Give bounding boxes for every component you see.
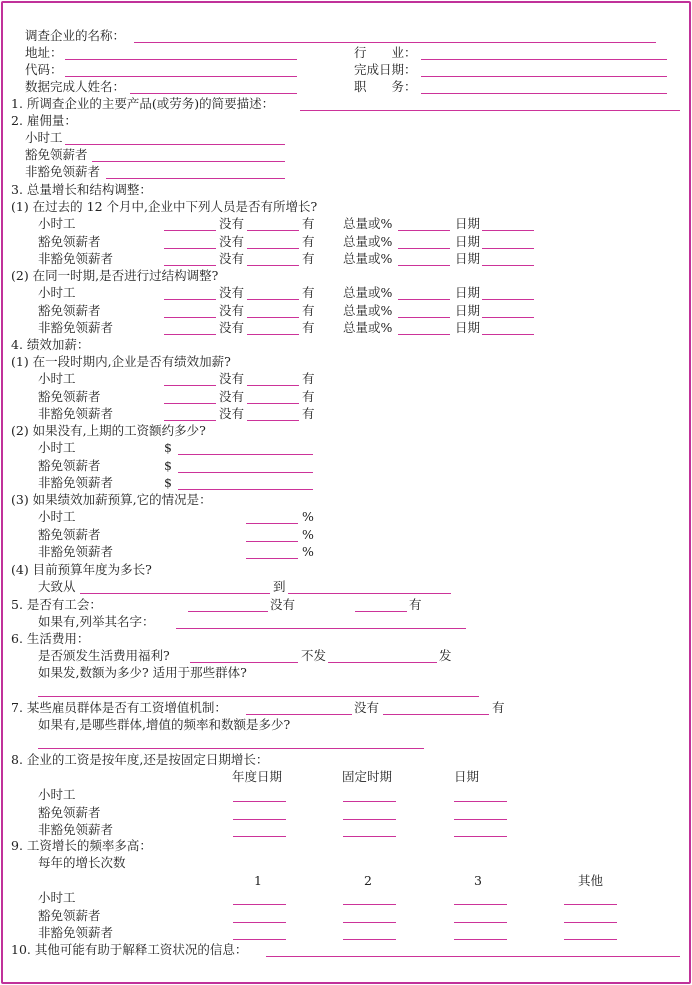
- q4-amount-field[interactable]: [178, 454, 313, 455]
- q5-yes-field[interactable]: [355, 611, 407, 612]
- q4-merit-no-field[interactable]: [164, 403, 216, 404]
- q9-title: 9. 工资增长的频率多高：: [11, 838, 152, 853]
- q10-title: 10. 其他可能有助于解释工资状况的信息：: [11, 942, 248, 957]
- q3-growth-date-label: 日期: [455, 233, 481, 249]
- q3-restructure-date-label: 日期: [455, 320, 481, 335]
- q4-to-field[interactable]: [288, 593, 451, 594]
- q6-followup: 如果发,数额为多少? 适用于那些群体?: [38, 665, 247, 680]
- industry-field[interactable]: [421, 59, 667, 60]
- q9-freq2-field[interactable]: [343, 922, 396, 923]
- q3-growth-yes-label: 有: [302, 251, 315, 266]
- q7-title: 7. 某些雇员群体是否有工资增值机制：: [11, 700, 227, 715]
- q3-restructure-yes-field[interactable]: [247, 317, 299, 318]
- q3-restructure-date-field[interactable]: [482, 299, 534, 300]
- position-field[interactable]: [421, 93, 667, 94]
- q4-merit-yes-field[interactable]: [247, 403, 299, 404]
- position-label: 职 务：: [354, 79, 417, 94]
- q4-merit-row-label: 豁免领薪者: [38, 388, 101, 404]
- q4-merit-yes-field[interactable]: [247, 420, 299, 421]
- q3-restructure-row-label: 非豁免领薪者: [38, 320, 114, 335]
- q6-yes-field[interactable]: [328, 662, 437, 663]
- q4-pct-sign: %: [302, 526, 314, 542]
- q9-freq1-field[interactable]: [233, 939, 286, 940]
- q3-restructure-total-field[interactable]: [398, 334, 450, 335]
- q8-annual-field[interactable]: [233, 836, 286, 837]
- q3-growth-total-field[interactable]: [398, 230, 450, 231]
- q2-field[interactable]: [92, 161, 285, 162]
- industry-label: 行 业：: [354, 45, 417, 60]
- address-label: 地址：: [25, 45, 63, 60]
- completion-date-field[interactable]: [421, 76, 667, 77]
- q6-no-label: 不发: [301, 648, 327, 663]
- q9-sub: 每年的增长次数: [38, 855, 126, 870]
- q3-restructure-date-field[interactable]: [482, 334, 534, 335]
- q8-col-header: 年度日期: [232, 769, 283, 784]
- q4-pct-sign: %: [302, 509, 314, 524]
- q4-merit-yes-label: 有: [302, 406, 315, 421]
- q4-budget-field[interactable]: [246, 558, 298, 559]
- q3-growth-date-field[interactable]: [482, 248, 534, 249]
- q3-restructure-date-field[interactable]: [482, 317, 534, 318]
- q3-restructure-yes-field[interactable]: [247, 299, 299, 300]
- q3-growth-date-field[interactable]: [482, 265, 534, 266]
- q2-field[interactable]: [65, 144, 285, 145]
- q4-merit-yes-label: 有: [302, 388, 315, 404]
- q3-growth-total-label: 总量或%: [343, 233, 393, 249]
- q5-no-label: 没有: [270, 597, 296, 612]
- q3-growth-date-label: 日期: [455, 216, 481, 231]
- q7-followup: 如果有,是哪些群体,增值的频率和数额是多少?: [38, 717, 291, 732]
- q3-sub1: (1) 在过去的 12 个月中,企业中下列人员是否有所增长?: [11, 199, 318, 214]
- q7-yes-label: 有: [492, 700, 505, 715]
- q8-fixed-field[interactable]: [343, 801, 396, 802]
- q3-restructure-yes-field[interactable]: [247, 334, 299, 335]
- q3-growth-row-label: 豁免领薪者: [38, 233, 101, 249]
- q9-col-header: 1: [254, 873, 262, 888]
- q4-pct-sign: %: [302, 544, 314, 559]
- q5-list-field[interactable]: [176, 628, 466, 629]
- q3-growth-no-field[interactable]: [164, 248, 216, 249]
- q4-amount-field[interactable]: [178, 472, 313, 473]
- q4-budget-field[interactable]: [246, 523, 298, 524]
- q1-field[interactable]: [300, 110, 680, 111]
- q8-title: 8. 企业的工资是按年度,还是按固定日期增长：: [11, 752, 269, 767]
- q7-no-field[interactable]: [246, 714, 352, 715]
- q8-col-header: 日期: [454, 769, 480, 784]
- q6-title: 6. 生活费用：: [11, 631, 90, 646]
- q3-restructure-total-label: 总量或%: [343, 302, 393, 318]
- q3-growth-total-field[interactable]: [398, 265, 450, 266]
- q4-merit-row-label: 非豁免领薪者: [38, 406, 114, 421]
- q4-sub2: (2) 如果没有,上期的工资额约多少?: [11, 423, 206, 438]
- q4-budget-row-label: 非豁免领薪者: [38, 544, 114, 559]
- q9-col-header: 其他: [578, 873, 604, 888]
- q4-merit-yes-field[interactable]: [247, 385, 299, 386]
- q3-growth-row-label: 小时工: [38, 216, 76, 231]
- q6-question: 是否颁发生活费用福利?: [38, 648, 170, 663]
- q3-growth-total-label: 总量或%: [343, 251, 393, 266]
- q3-restructure-row-label: 豁免领薪者: [38, 302, 101, 318]
- q2-row-label: 非豁免领薪者: [25, 164, 101, 179]
- q4-dollar-sign: $: [164, 457, 172, 473]
- q8-row-label: 豁免领薪者: [38, 804, 101, 820]
- q4-merit-yes-label: 有: [302, 371, 315, 386]
- q3-restructure-total-field[interactable]: [398, 317, 450, 318]
- q3-restructure-date-label: 日期: [455, 302, 481, 318]
- q1-title: 1. 所调查企业的主要产品(或劳务)的简要描述：: [11, 96, 275, 111]
- respondent-label: 数据完成人姓名：: [25, 79, 126, 94]
- code-label: 代码：: [25, 62, 63, 77]
- q3-restructure-yes-label: 有: [302, 285, 315, 300]
- q9-row-label: 小时工: [38, 890, 76, 905]
- q3-restructure-total-label: 总量或%: [343, 320, 393, 335]
- q3-restructure-yes-label: 有: [302, 320, 315, 335]
- q4-merit-no-label: 没有: [219, 388, 245, 404]
- q3-restructure-no-field[interactable]: [164, 334, 216, 335]
- q8-col-header: 固定时期: [342, 769, 393, 784]
- q3-growth-date-label: 日期: [455, 251, 481, 266]
- q4-budget-row-label: 小时工: [38, 509, 76, 524]
- q3-restructure-total-label: 总量或%: [343, 285, 393, 300]
- completion-date-label: 完成日期：: [354, 62, 417, 77]
- q3-restructure-no-label: 没有: [219, 320, 245, 335]
- q9-freq3-field[interactable]: [454, 939, 507, 940]
- q9-row-label: 豁免领薪者: [38, 907, 101, 923]
- q3-restructure-no-field[interactable]: [164, 317, 216, 318]
- q3-restructure-no-label: 没有: [219, 285, 245, 300]
- q3-growth-yes-field[interactable]: [247, 248, 299, 249]
- q3-growth-yes-label: 有: [302, 233, 315, 249]
- q4-sub4: (4) 目前预算年度为多长?: [11, 562, 152, 577]
- q9-row-label: 非豁免领薪者: [38, 925, 114, 940]
- q8-row-label: 小时工: [38, 787, 76, 802]
- q3-restructure-date-label: 日期: [455, 285, 481, 300]
- q9-freq1-field[interactable]: [233, 904, 286, 905]
- q3-growth-total-field[interactable]: [398, 248, 450, 249]
- q9-freq3-field[interactable]: [454, 922, 507, 923]
- q3-growth-no-label: 没有: [219, 233, 245, 249]
- company-name-field[interactable]: [134, 42, 656, 43]
- q7-yes-field[interactable]: [383, 714, 489, 715]
- q9-freq2-field[interactable]: [343, 904, 396, 905]
- q7-no-label: 没有: [354, 700, 380, 715]
- q10-field[interactable]: [266, 956, 680, 957]
- q4-budget-field[interactable]: [246, 541, 298, 542]
- q4-merit-row-label: 小时工: [38, 371, 76, 386]
- q3-restructure-yes-label: 有: [302, 302, 315, 318]
- q4-title: 4. 绩效加薪：: [11, 337, 90, 352]
- q3-growth-no-field[interactable]: [164, 230, 216, 231]
- q2-title: 2. 雇佣量：: [11, 113, 77, 128]
- q4-amount-row-label: 小时工: [38, 440, 76, 455]
- q8-annual-field[interactable]: [233, 819, 286, 820]
- q4-merit-no-label: 没有: [219, 406, 245, 421]
- q9-other-field[interactable]: [564, 904, 617, 905]
- q3-growth-row-label: 非豁免领薪者: [38, 251, 114, 266]
- q9-freq3-field[interactable]: [454, 904, 507, 905]
- q4-from-label: 大致从: [38, 579, 76, 594]
- q9-freq1-field[interactable]: [233, 922, 286, 923]
- q3-growth-yes-label: 有: [302, 216, 315, 231]
- respondent-field[interactable]: [130, 93, 297, 94]
- address-field[interactable]: [65, 59, 297, 60]
- q9-freq2-field[interactable]: [343, 939, 396, 940]
- q8-date-field[interactable]: [454, 801, 507, 802]
- q6-no-field[interactable]: [190, 662, 298, 663]
- q5-title: 5. 是否有工会：: [11, 597, 102, 612]
- q8-date-field[interactable]: [454, 836, 507, 837]
- q4-amount-field[interactable]: [178, 489, 313, 490]
- q8-row-label: 非豁免领薪者: [38, 822, 114, 837]
- q5-yes-label: 有: [409, 597, 422, 612]
- q9-other-field[interactable]: [564, 922, 617, 923]
- q3-growth-total-label: 总量或%: [343, 216, 393, 231]
- q5-list-label: 如果有,列举其名字：: [38, 614, 155, 629]
- q2-field[interactable]: [106, 178, 285, 179]
- q4-from-field[interactable]: [80, 593, 270, 594]
- q9-col-header: 3: [474, 873, 482, 888]
- q4-to-label: 到: [273, 579, 286, 594]
- q8-fixed-field[interactable]: [343, 819, 396, 820]
- q3-growth-date-field[interactable]: [482, 230, 534, 231]
- q5-no-field[interactable]: [188, 611, 268, 612]
- q4-amount-row-label: 豁免领薪者: [38, 457, 101, 473]
- q4-dollar-sign: $: [164, 475, 172, 490]
- q3-growth-no-field[interactable]: [164, 265, 216, 266]
- q3-restructure-row-label: 小时工: [38, 285, 76, 300]
- q6-yes-label: 发: [439, 648, 452, 663]
- q2-row-label: 豁免领薪者: [25, 147, 88, 162]
- q3-growth-no-label: 没有: [219, 251, 245, 266]
- q7-answer-field[interactable]: [38, 748, 424, 749]
- q3-restructure-total-field[interactable]: [398, 299, 450, 300]
- q4-sub1: (1) 在一段时期内,企业是否有绩效加薪?: [11, 354, 231, 369]
- q8-annual-field[interactable]: [233, 801, 286, 802]
- code-field[interactable]: [65, 76, 297, 77]
- q4-amount-row-label: 非豁免领薪者: [38, 475, 114, 490]
- q3-growth-yes-field[interactable]: [247, 265, 299, 266]
- q2-row-label: 小时工: [25, 130, 63, 145]
- q3-restructure-no-label: 没有: [219, 302, 245, 318]
- q4-dollar-sign: $: [164, 440, 172, 455]
- q9-other-field[interactable]: [564, 939, 617, 940]
- q3-restructure-no-field[interactable]: [164, 299, 216, 300]
- q8-fixed-field[interactable]: [343, 836, 396, 837]
- company-name-label: 调查企业的名称：: [25, 28, 126, 43]
- q4-merit-no-field[interactable]: [164, 385, 216, 386]
- q3-sub2: (2) 在同一时期,是否进行过结构调整?: [11, 268, 219, 283]
- q9-col-header: 2: [364, 873, 372, 888]
- q4-merit-no-field[interactable]: [164, 420, 216, 421]
- q3-growth-no-label: 没有: [219, 216, 245, 231]
- q8-date-field[interactable]: [454, 819, 507, 820]
- q3-growth-yes-field[interactable]: [247, 230, 299, 231]
- q4-merit-no-label: 没有: [219, 371, 245, 386]
- q4-sub3: (3) 如果绩效加薪预算,它的情况是：: [11, 492, 212, 507]
- q4-budget-row-label: 豁免领薪者: [38, 526, 101, 542]
- q3-title: 3. 总量增长和结构调整：: [11, 182, 152, 197]
- q6-answer-field[interactable]: [38, 696, 479, 697]
